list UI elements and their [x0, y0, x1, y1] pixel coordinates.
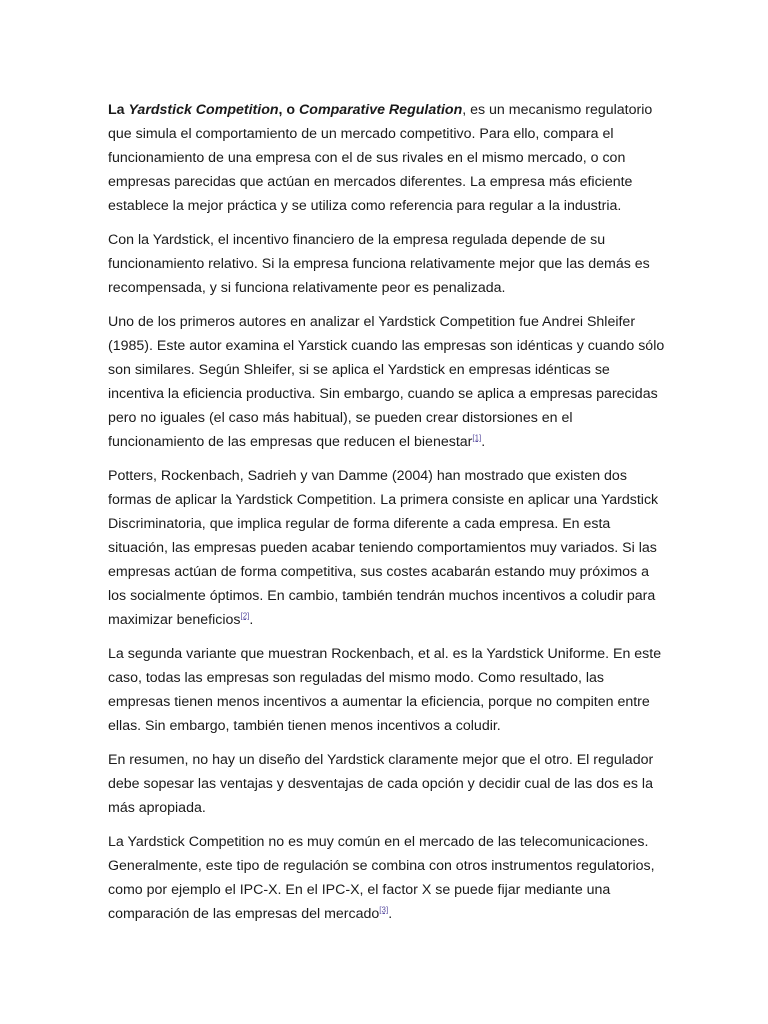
document-page — [108, 98, 668, 936]
term-comparative-regulation: Comparative Regulation — [299, 102, 463, 118]
footnote-ref-2[interactable]: [2] — [240, 611, 250, 621]
intro-comma-o: , o — [278, 102, 300, 118]
paragraph-incentive: Con la Yardstick, el incentivo financiero de la empresa regulada depende de su funcionamiento relativo. Si la empresa funciona relativamente mejor que las demás es recompensada, y si funciona relativamente peor es penalizada. — [108, 232, 650, 296]
telecom-end: . — [388, 906, 393, 922]
paragraph-potters — [108, 464, 668, 632]
paragraph-telecom — [108, 830, 668, 926]
telecom-text: La Yardstick Competition no es muy común en el mercado de las telecomunicaciones. Generalmente, este tipo de regulación se combina con otros instrumentos regulatorios, como por ejemplo el IPC-X. En el IPC-X, el factor X se puede fijar mediante una comparación de las empresas del mercado — [108, 834, 655, 922]
shleifer-text: Uno de los primeros autores en analizar el Yardstick Competition fue Andrei Shleifer (1985). Este autor examina el Yarstick cuando las empresas son idénticas y cuando sólo son similares. Según Shleifer, si se aplica el Yardstick en empresas idénticas se incentiva la eficiencia productiva. Sin embargo, cuando se aplica a empresas parecidas pero no iguales (el caso más habitual), se pueden crear distorsiones en el funcionamiento de las empresas que reducen el bienestar — [108, 314, 665, 450]
intro-text: , es un mecanismo regulatorio que simula el comportamiento de un mercado competitivo. Para ello, compara el funcionamiento de una empresa con el de sus rivales en el mismo mercado, o con empresas parecidas que actúan en mercados diferentes. La empresa más eficiente establece la mejor práctica y se utiliza como referencia para regular a la industria. — [108, 102, 653, 214]
paragraph-intro — [108, 98, 668, 218]
term-yardstick-competition: Yardstick Competition — [128, 102, 279, 118]
intro-la: La — [108, 102, 129, 118]
potters-text: Potters, Rockenbach, Sadrieh y van Damme (2004) han mostrado que existen dos formas de aplicar la Yardstick Competition. La primera consiste en aplicar una Yardstick Discriminatoria, que implica regular de forma diferente a cada empresa. En esta situación, las empresas pueden acabar teniendo comportamientos muy variados. Si las empresas actúan de forma competitiva, sus costes acabarán estando muy próximos a los socialmente óptimos. En cambio, también tendrán muchos incentivos a coludir para maximizar beneficios — [108, 468, 659, 628]
paragraph-resumen: En resumen, no hay un diseño del Yardstick claramente mejor que el otro. El regulador debe sopesar las ventajas y desventajas de cada opción y decidir cual de las dos es la más apropiada. — [108, 752, 654, 816]
potters-end: . — [249, 612, 254, 628]
footnote-ref-3[interactable]: [3] — [379, 905, 389, 915]
paragraph-uniforme: La segunda variante que muestran Rockenbach, et al. es la Yardstick Uniforme. En este caso, todas las empresas son reguladas del mismo modo. Como resultado, las empresas tienen menos incentivos a aumentar la eficiencia, porque no compiten entre ellas. Sin embargo, también tienen menos incentivos a coludir. — [108, 646, 662, 734]
shleifer-end: . — [481, 434, 486, 450]
footnote-ref-1[interactable]: [1] — [472, 433, 482, 443]
paragraph-shleifer — [108, 310, 668, 454]
